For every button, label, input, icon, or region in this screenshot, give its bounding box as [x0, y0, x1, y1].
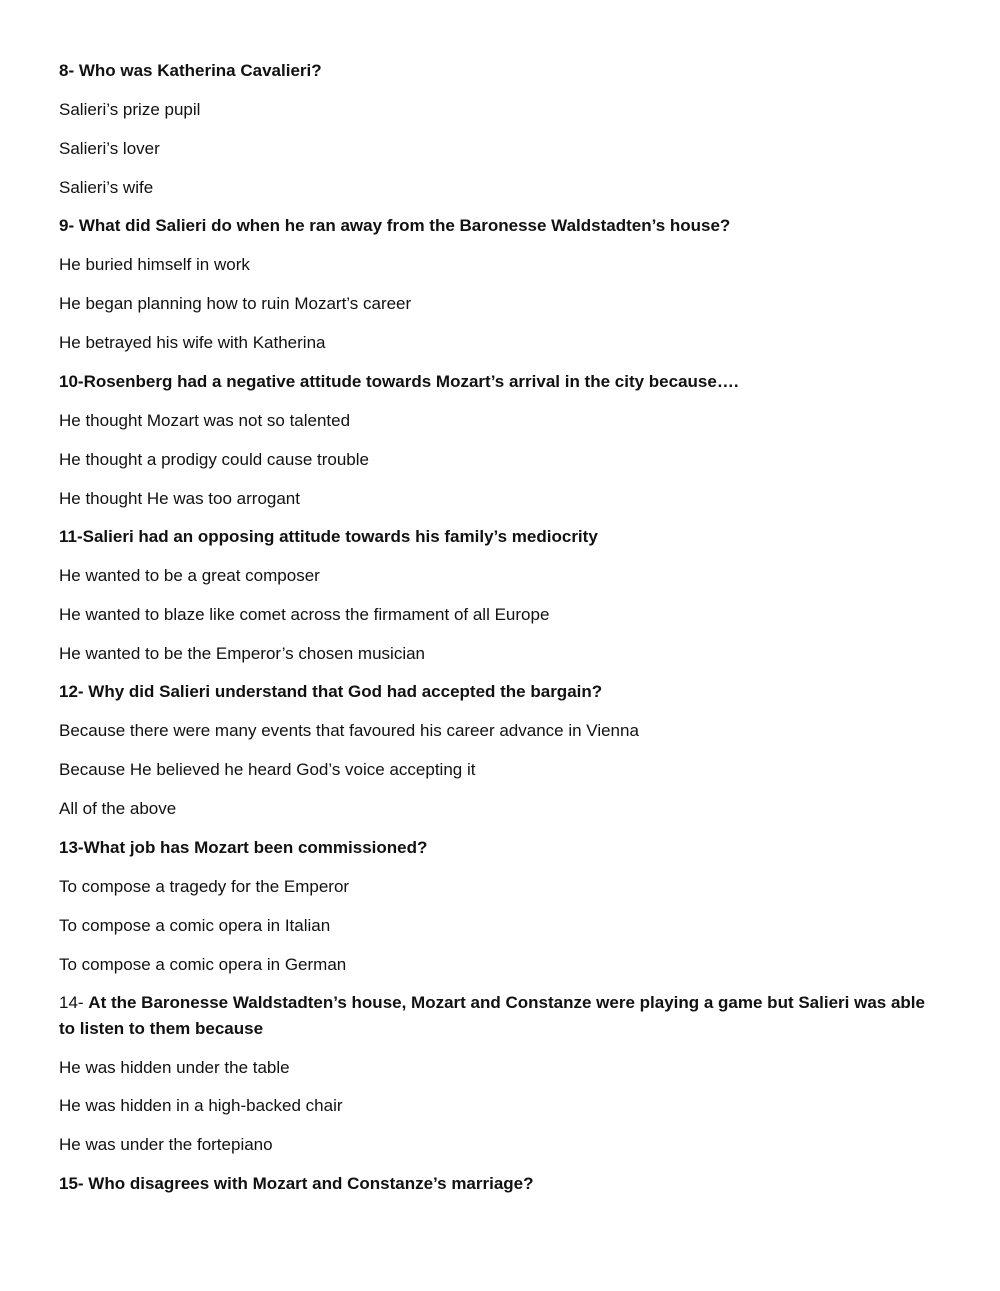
question-14-number: 14-	[59, 993, 89, 1012]
question-11-option-1: He wanted to be a great composer	[59, 566, 320, 585]
question-14-option-3: He was under the fortepiano	[59, 1135, 273, 1154]
question-14-option-2: He was hidden in a high-backed chair	[59, 1096, 343, 1115]
question-8-option-3: Salieri’s wife	[59, 178, 154, 197]
question-10-option-2: He thought a prodigy could cause trouble	[59, 450, 369, 469]
question-10-option-3: He thought He was too arrogant	[59, 489, 300, 508]
question-10-option-1: He thought Mozart was not so talented	[59, 411, 351, 430]
question-12-option-1: Because there were many events that favoured his career advance in Vienna	[59, 721, 639, 740]
question-11: 11-Salieri had an opposing attitude towards his family’s mediocrity	[59, 527, 598, 546]
question-9: 9- What did Salieri do when he ran away from the Baronesse Waldstadten’s house?	[59, 216, 731, 235]
question-8-option-1: Salieri’s prize pupil	[59, 100, 201, 119]
question-14-text: At the Baronesse Waldstadten’s house, Mozart and Constanze were playing a game but Salieri was able to listen to them because	[59, 993, 925, 1038]
question-13-option-3: To compose a comic opera in German	[59, 955, 347, 974]
question-13: 13-What job has Mozart been commissioned?	[59, 838, 428, 857]
question-12-option-3: All of the above	[59, 799, 177, 818]
question-8-option-2: Salieri’s lover	[59, 139, 160, 158]
question-10: 10-Rosenberg had a negative attitude towards Mozart’s arrival in the city because….	[59, 372, 739, 391]
question-13-option-2: To compose a comic opera in Italian	[59, 916, 331, 935]
question-11-option-2: He wanted to blaze like comet across the firmament of all Europe	[59, 605, 550, 624]
question-9-option-3: He betrayed his wife with Katherina	[59, 333, 326, 352]
question-14	[59, 990, 939, 1042]
question-9-option-2: He began planning how to ruin Mozart’s career	[59, 294, 412, 313]
question-14-option-1: He was hidden under the table	[59, 1058, 290, 1077]
question-13-option-1: To compose a tragedy for the Emperor	[59, 877, 350, 896]
question-11-option-3: He wanted to be the Emperor’s chosen musician	[59, 644, 426, 663]
question-12: 12- Why did Salieri understand that God had accepted the bargain?	[59, 682, 603, 701]
question-9-option-1: He buried himself in work	[59, 255, 250, 274]
question-12-option-2: Because He believed he heard God’s voice accepting it	[59, 760, 476, 779]
question-8: 8- Who was Katherina Cavalieri?	[59, 61, 322, 80]
question-15: 15- Who disagrees with Mozart and Constanze’s marriage?	[59, 1174, 534, 1193]
